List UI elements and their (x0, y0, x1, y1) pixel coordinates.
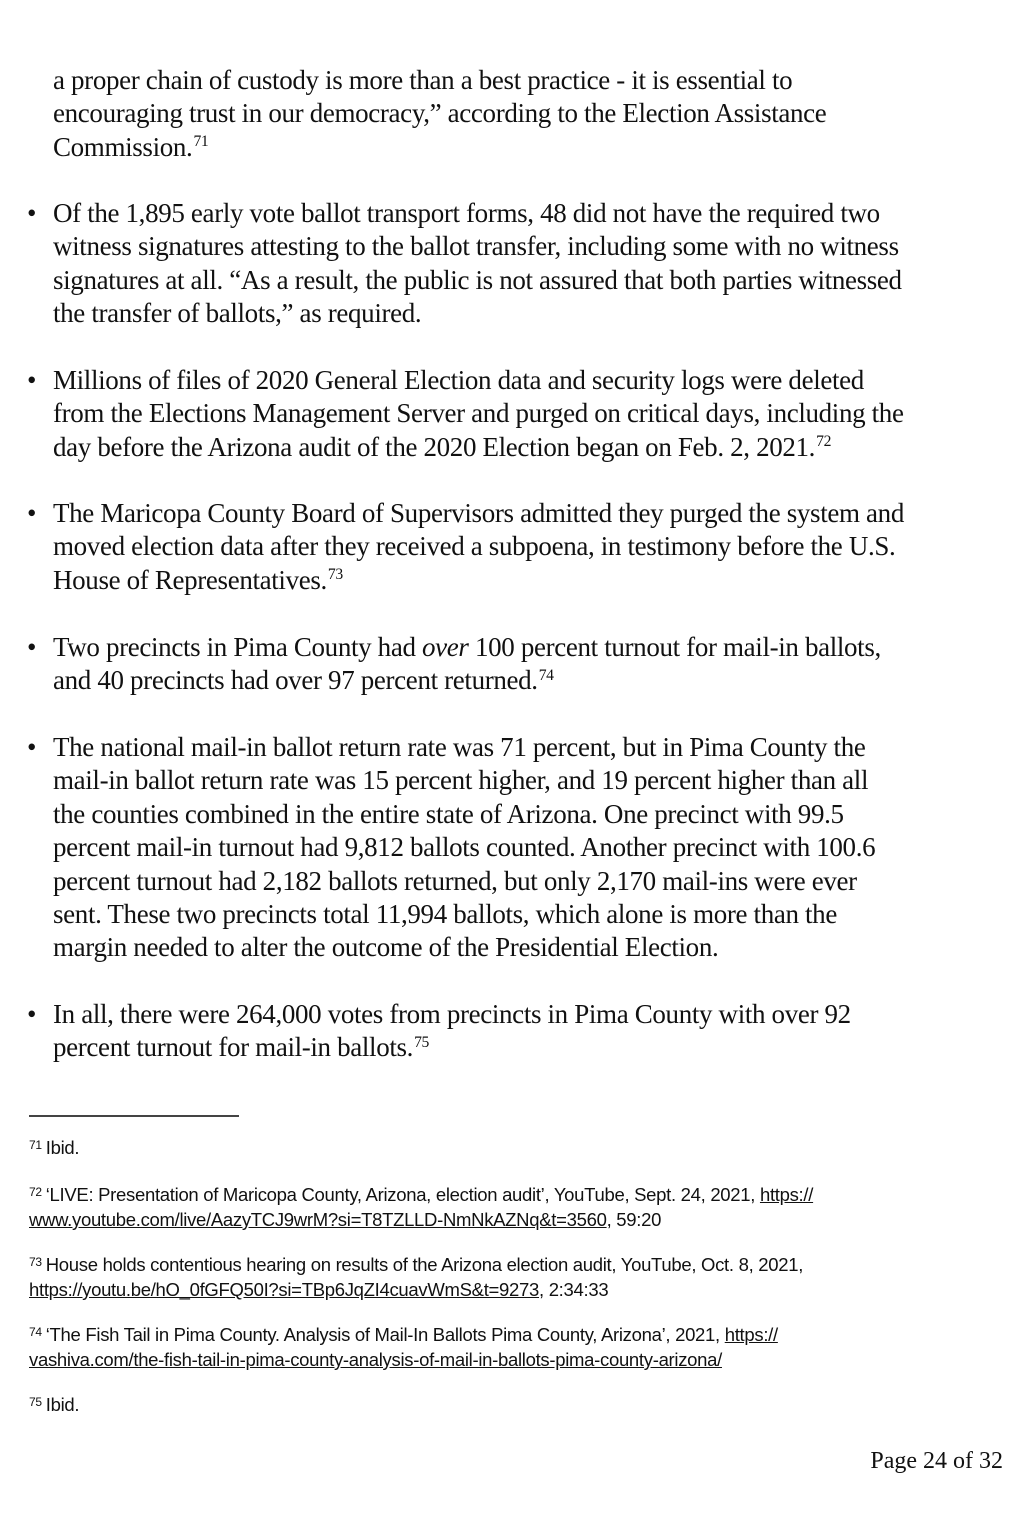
bullet-item-pima-turnout: Two precincts in Pima County had over 100 percent turnout for mail-in ballots, and 40 precincts had over 97 percent returned.$^{74}$ (53, 632, 881, 696)
footnote-75: $^{75}$ Ibid. (29, 1394, 80, 1415)
bullet-item-deleted-files: Millions of files of 2020 General Election data and security logs were deleted from the Elections Management Server and purged on critical days, including the day before the Arizona audit of the 2020 Election began on Feb. 2, 2021.72 (53, 365, 904, 462)
bullet-item-board-testimony: The Maricopa County Board of Supervisors admitted they purged the system and moved election data after they received a subpoena, in testimony before the U.S. House of Representatives.$^{73}$ (53, 498, 904, 595)
footnote-ref: 74 (538, 666, 554, 684)
footnote-ref: 73 (327, 566, 343, 584)
bullet-item-return-rate: The national mail-in ballot return rate was 71 percent, but in Pima County the mail-in ballot return rate was 15 percent higher, and 19 percent higher than all the counties combined in the entire state of Arizona. One precinct with 99.5 percent mail-in turnout had 9,812 ballots counted. Another precinct with 100.6 percent turnout had 2,182 ballots returned, but only 2,170 mail-ins were ever sent. These two precincts total 11,994 ballots, which alone is more than the margin needed to alter the outcome of the Presidential Election. (53, 732, 876, 963)
page-number: Page 24 of 32 (870, 1448, 1003, 1474)
bullet-icon: • (27, 632, 37, 662)
bullet-icon: • (27, 365, 37, 395)
footnote-72-link[interactable]: https:// www.youtube.com/live/AazyTCJ9wrM?si=T8TZLLD-NmNkAZNq&t=3560 (29, 1184, 814, 1230)
bullet-icon: • (27, 999, 37, 1029)
footnote-74-link[interactable]: https:// vashiva.com/the-fish-tail-in-pima-county-analysis-of-mail-in-ballots-pima-county-arizona/ (29, 1324, 778, 1370)
continuation-paragraph: a proper chain of custody is more than a best practice - it is essential to encouraging trust in our democracy,” according to the Election Assistance Commission.$^{71}$ (53, 65, 827, 162)
footnote-73-link[interactable]: https://youtu.be/hO_0fGFQ50I?si=TBp6JqZI4cuavWmS&t=9273 (29, 1279, 540, 1300)
footnote-74: $^{74}$ ‘The Fish Tail in Pima County. Analysis of Mail-In Ballots Pima County, Arizona’, 2021, https:// vashiva.com/the-fish-tail-in-pima-county-analysis-of-mail-in-ballots-pima-county-arizona/ (29, 1324, 778, 1370)
bullet-icon: • (27, 198, 37, 228)
footnote-separator (29, 1115, 239, 1117)
bullet-icon: • (27, 732, 37, 762)
footnote-73: $^{73}$ House holds contentious hearing on results of the Arizona election audit, YouTube, Oct. 8, 2021, https://youtu.be/hO_0fGFQ50I?si=TBp6JqZI4cuavWmS&t=9273, 2:34:33 (29, 1254, 804, 1300)
bullet-icon: • (27, 498, 37, 528)
footnote-ref: 75 (414, 1033, 430, 1051)
footnote-ref: 71 (193, 133, 209, 151)
footnote-72: $^{72}$ ‘LIVE: Presentation of Maricopa County, Arizona, election audit’, YouTube, Sept. 24, 2021, https:// www.youtube.com/live/AazyTCJ9wrM?si=T8TZLLD-NmNkAZNq&t=3560, 59:20 (29, 1184, 814, 1230)
bullet-item-264000-votes: In all, there were 264,000 votes from precincts in Pima County with over 92 percent turnout for mail-in ballots.$^{75}$ (53, 999, 851, 1063)
bullet-item-transport-forms: Of the 1,895 early vote ballot transport forms, 48 did not have the required two witness signatures attesting to the ballot transfer, including some with no witness signatures at all. “As a result, the public is not assured that both parties witnessed the transfer of ballots,” as required. (53, 198, 902, 329)
footnote-ref: 72 (816, 433, 832, 451)
footnote-71: $^{71}$ Ibid. (29, 1137, 80, 1158)
